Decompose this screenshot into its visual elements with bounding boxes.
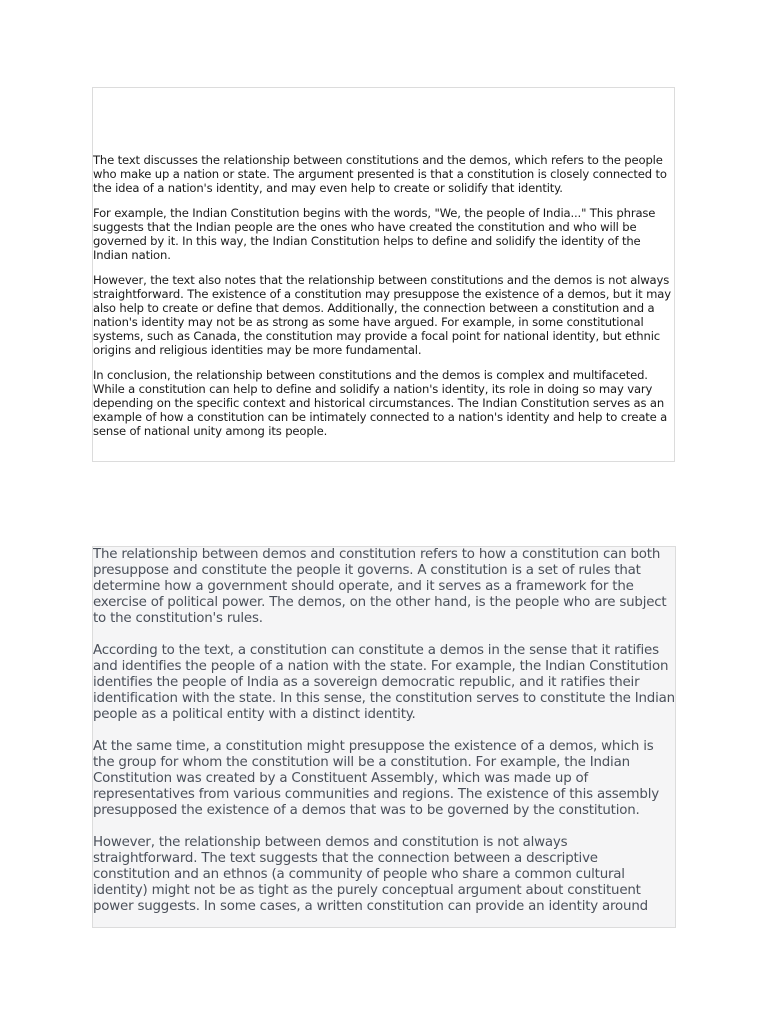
paragraph: However, the relationship between demos and constitution is not always straightforward. The text suggests that the connection between a descriptive constitution and an ethnos (a community of people who share a common cultural identity) might not be as tight as the purely conceptual argument about constituent power suggests. In some cases, a written constitution can provide an identity around [93,835,648,914]
paragraph: For example, the Indian Constitution begins with the words, "We, the people of India..." This phrase suggests that the Indian people are the ones who have created the constitution and who will be governed by it. In this way, the Indian Constitution helps to define and solidify the identity of the Indian nation. [93,206,656,262]
summary-card-1-body [93,153,674,449]
summary-card-1 [92,87,675,462]
paragraph: However, the text also notes that the relationship between constitutions and the demos is not always straightforward. The existence of a constitution may presuppose the existence of a demos, but it may also help to create or define that demos. Additionally, the connection between a constitution and a nation's identity may not be as strong as some have argued. For example, in some constitutional systems, such as Canada, the constitution may provide a focal point for national identity, but ethnic origins and religious identities may be more fundamental. [93,273,671,357]
paragraph: The text discusses the relationship between constitutions and the demos, which refers to the people who make up a nation or state. The argument presented is that a constitution is closely connected to the idea of a nation's identity, and may even help to create or solidify that identity. [93,153,667,195]
paragraph: At the same time, a constitution might presuppose the existence of a demos, which is the group for whom the constitution will be a constitution. For example, the Indian Constitution was created by a Constituent Assembly, which was made up of representatives from various communities and regions. The existence of this assembly presupposed the existence of a demos that was to be governed by the constitution. [93,739,659,818]
paragraph: According to the text, a constitution can constitute a demos in the sense that it ratifies and identifies the people of a nation with the state. For example, the Indian Constitution identifies the people of India as a sovereign democratic republic, and it ratifies their identification with the state. In this sense, the constitution serves to constitute the Indian people as a political entity with a distinct identity. [93,643,675,722]
paragraph: In conclusion, the relationship between constitutions and the demos is complex and multifaceted. While a constitution can help to define and solidify a nation's identity, its role in doing so may vary depending on the specific context and historical circumstances. The Indian Constitution serves as an example of how a constitution can be intimately connected to a nation's identity and help to create a sense of national unity among its people. [93,368,668,438]
paragraph: The relationship between demos and constitution refers to how a constitution can both presuppose and constitute the people it governs. A constitution is a set of rules that determine how a government should operate, and it serves as a framework for the exercise of political power. The demos, on the other hand, is the people who are subject to the constitution's rules. [93,547,667,626]
summary-card-2 [92,546,676,928]
